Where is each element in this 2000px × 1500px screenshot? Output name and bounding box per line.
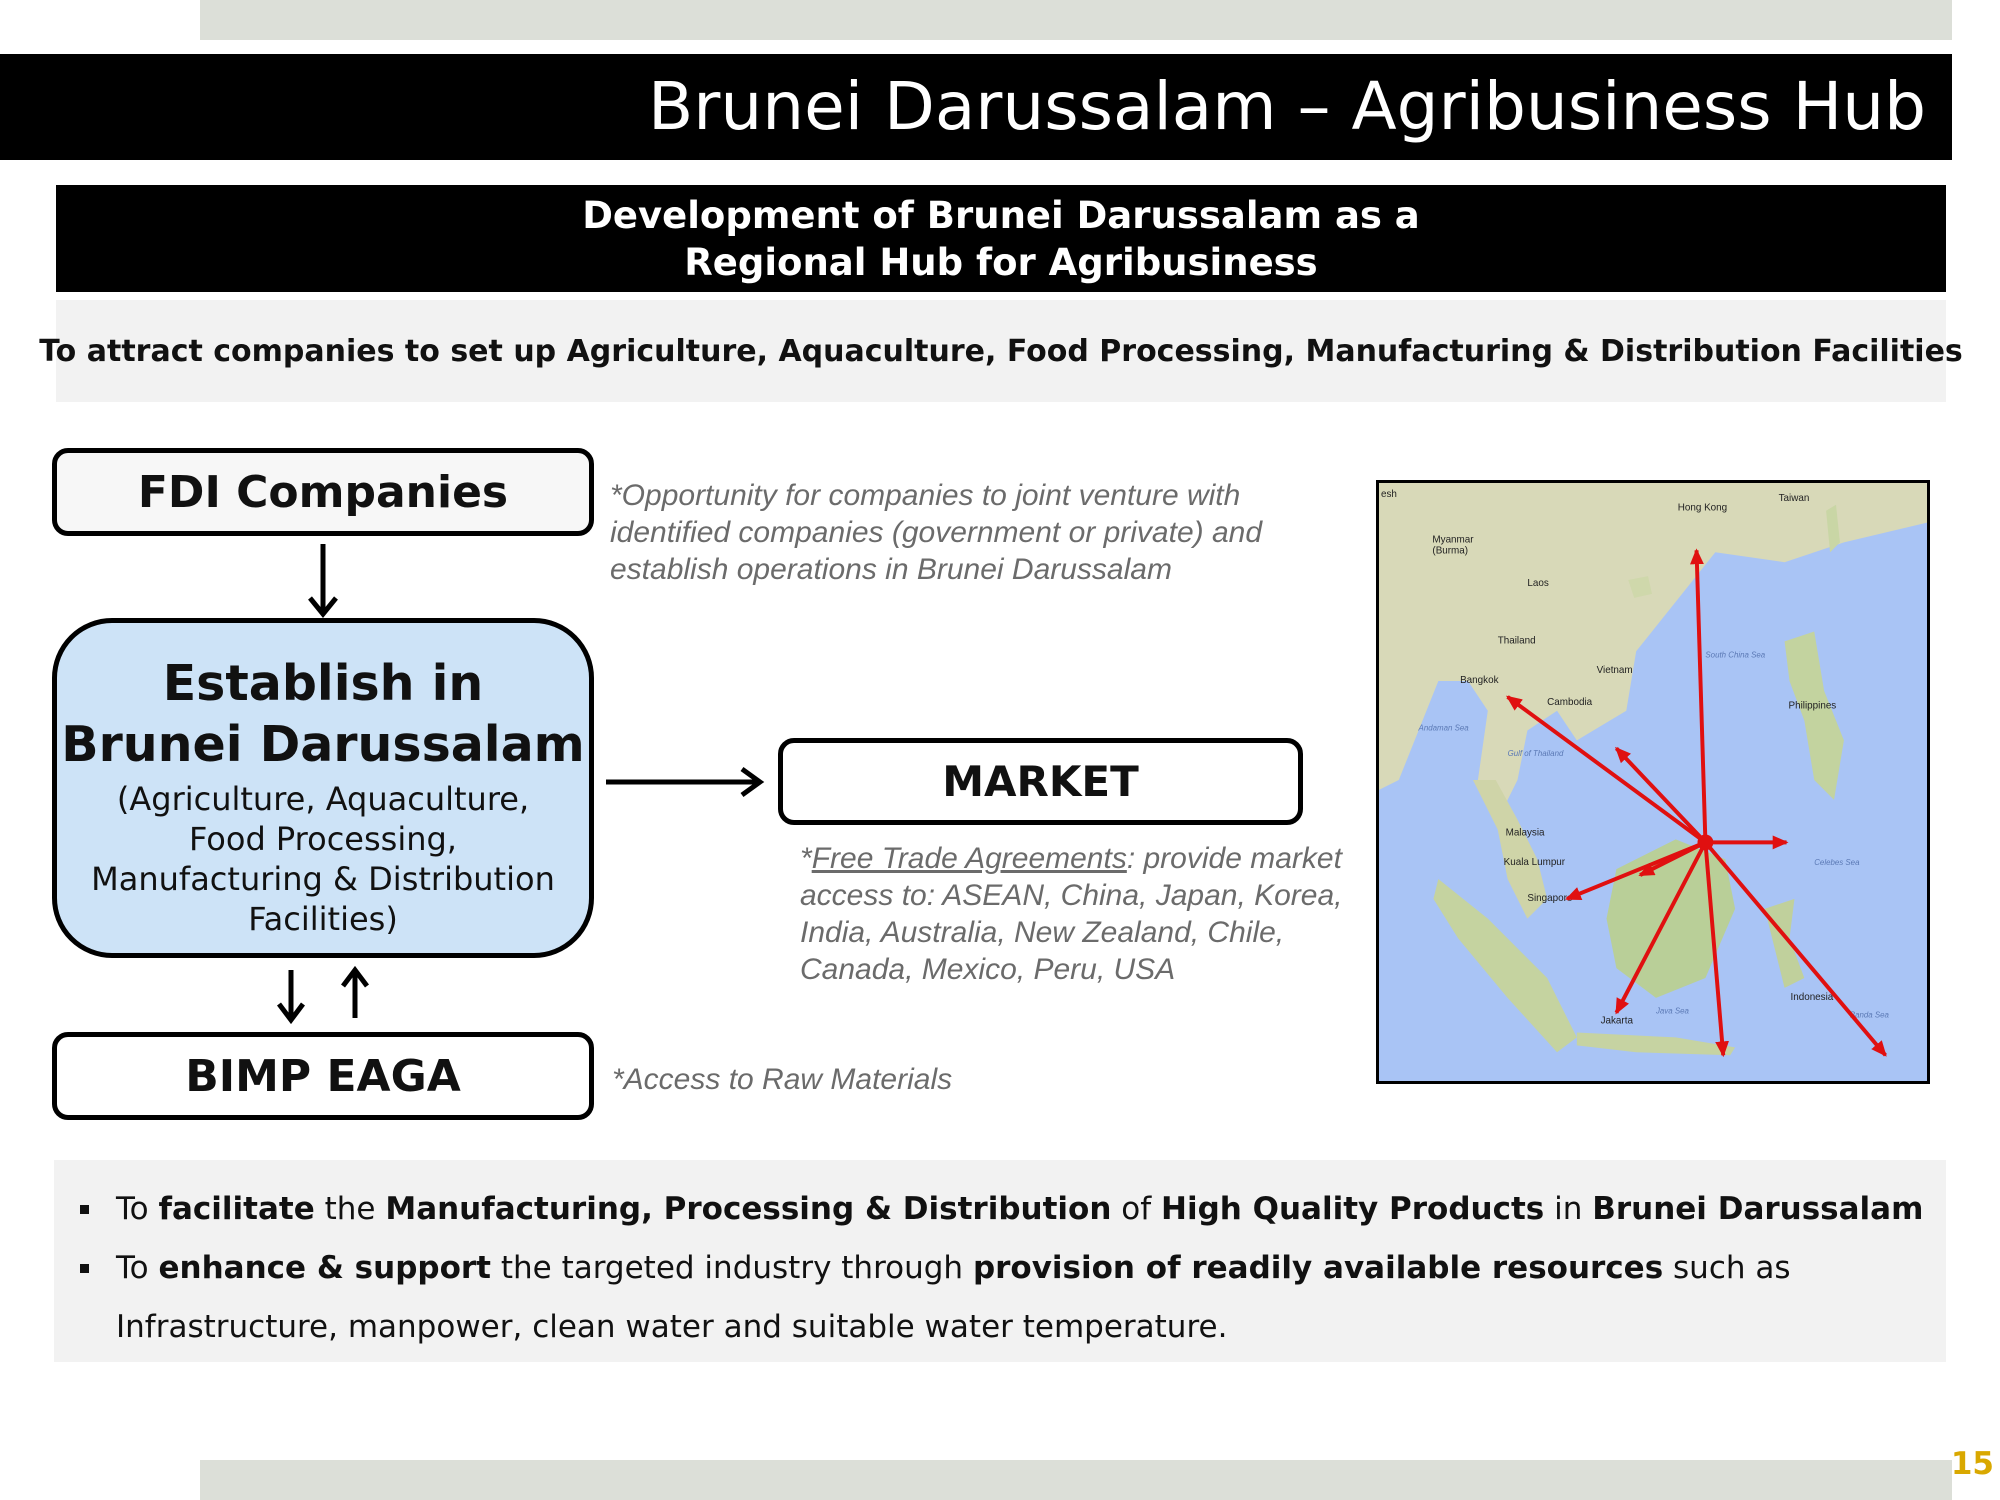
map-label-4: Bangkok [1460,674,1499,686]
bullet-1-run-1: enhance & support [158,1250,491,1286]
bullet-item-facilitate [78,1180,1923,1239]
sumatra-island [1433,879,1576,1052]
bimp-eaga-label: BIMP EAGA [185,1050,461,1102]
map-sea-label-0: Andaman Sea [1418,723,1469,733]
sulawesi-island [1765,899,1805,988]
page-title: Brunei Darussalam – Agribusiness Hub [648,68,1926,145]
map-sea-label-5: Banda Sea [1849,1010,1889,1020]
map-label-9: Philippines [1788,700,1837,712]
raw-materials-note: *Access to Raw Materials [612,1063,953,1096]
map-label-10: Malaysia [1505,827,1545,839]
region-map [1376,480,1930,1084]
fta-note [800,840,1360,988]
sub-header-banner [56,185,1946,292]
map-sea-label-4: Celebes Sea [1814,858,1860,868]
bottom-decor-bar [200,1460,1952,1500]
bullet-list [78,1180,1923,1357]
arrow-establish-to-bimp [279,970,303,1020]
bullet-0-run-6: in [1544,1191,1593,1227]
bullet-0-run-7: Brunei Darussalam [1592,1191,1924,1227]
market-label: MARKET [942,757,1139,806]
map-label-2: Laos [1527,577,1549,589]
bullet-0-run-2: the [314,1191,386,1227]
bullet-0-run-1: facilitate [158,1191,315,1227]
map-label-5: Vietnam [1596,665,1633,677]
fdi-companies-box [52,448,594,536]
brunei-hub-marker [1698,834,1714,850]
map-label-14: Indonesia [1790,991,1834,1003]
map-sea-label-3: Java Sea [1655,1006,1689,1016]
route-indonesia [1705,842,1885,1055]
route-vietnam [1616,748,1705,842]
region-map-svg [1379,483,1927,1081]
market-box [778,738,1303,825]
objective-text: To attract companies to set up Agriculture, Aquaculture, Food Processing, Manufacturing & Distribution Facilities [39,333,1963,369]
opportunity-note: *Opportunity for companies to joint venture with identified companies (government or private) and establish operations in Brunei Darussalam [610,479,1263,586]
map-sea-label-2: South China Sea [1705,650,1766,660]
establish-box [52,618,594,958]
map-label-6: Cambodia [1547,696,1593,708]
bullet-continuation: Infrastructure, manpower, clean water and suitable water temperature. [116,1309,1228,1345]
bullet-1-run-3: provision of readily available resources [972,1250,1664,1286]
map-label-13: Jakarta [1600,1015,1633,1027]
arrow-bimp-to-establish [343,970,367,1018]
fta-link[interactable]: Free Trade Agreements [811,842,1127,875]
title-bar [0,54,1952,160]
bullet-1-run-0: To [116,1250,159,1286]
establish-heading: Establish in Brunei Darussalam [61,655,585,773]
map-label-12: Singapore [1527,892,1573,904]
map-label-0: esh [1380,488,1397,500]
bullet-0-run-5: High Quality Products [1161,1191,1545,1227]
bullet-1-run-2: the targeted industry through [490,1250,973,1286]
bullet-0-run-0: To [116,1191,159,1227]
map-label-7: Hong Kong [1677,502,1728,514]
fta-note-prefix: * [800,842,812,875]
map-label-1: Myanmar (Burma) [1432,534,1474,557]
arrow-establish-to-market [606,769,760,795]
objective-band [39,300,1963,402]
map-label-8: Taiwan [1778,492,1810,504]
fdi-companies-label: FDI Companies [137,466,509,518]
fta-note-text: : provide market access to: ASEAN, China, Japan, Korea, India, Australia, New Zealand, Chile, Canada, Mexico, Peru, USA [800,842,1343,986]
route-hong-kong [1697,550,1706,842]
establish-subtext: (Agriculture, Aquaculture, Food Processing, Manufacturing & Distribution Facilities) [91,780,555,938]
java-island [1577,1032,1735,1055]
top-decor-bar [200,0,1952,40]
map-sea-label-1: Gulf of Thailand [1507,749,1564,759]
bullet-1-run-4: such as [1663,1250,1791,1286]
philippines-islands [1785,632,1844,800]
arrow-fdi-to-establish [310,544,336,614]
bimp-eaga-box [52,1032,594,1120]
bullet-panel [54,1160,1946,1362]
map-label-11: Kuala Lumpur [1503,857,1566,869]
bullet-item-enhance [78,1239,1923,1298]
bullet-0-run-3: Manufacturing, Processing & Distribution [385,1191,1112,1227]
bullet-0-run-4: of [1111,1191,1161,1227]
sub-header-text: Development of Brunei Darussalam as a Regional Hub for Agribusiness [582,193,1420,284]
page-number: 15 [1950,1446,1994,1482]
map-label-3: Thailand [1497,635,1536,647]
